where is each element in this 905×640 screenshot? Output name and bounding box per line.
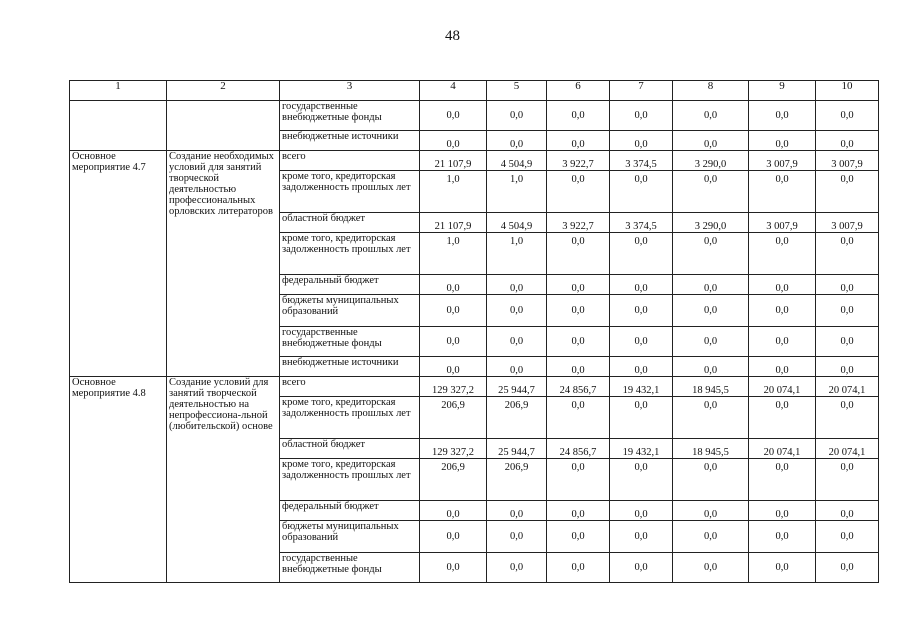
- funding-source-cell: всего: [280, 151, 420, 171]
- value-cell: 0,0: [749, 131, 816, 151]
- value-cell: 0,0: [673, 501, 749, 521]
- value-cell: 21 107,9: [420, 151, 487, 171]
- value-cell: 0,0: [547, 131, 610, 151]
- header-cell-6: 6: [547, 81, 610, 101]
- funding-source-cell: внебюджетные источники: [280, 357, 420, 377]
- value-cell: 0,0: [673, 275, 749, 295]
- funding-source-cell: федеральный бюджет: [280, 501, 420, 521]
- value-cell: 3 374,5: [610, 151, 673, 171]
- value-cell: 0,0: [487, 521, 547, 553]
- value-cell: 0,0: [749, 357, 816, 377]
- value-cell: 3 290,0: [673, 213, 749, 233]
- header-cell-3: 3: [280, 81, 420, 101]
- value-cell: 20 074,1: [816, 439, 879, 459]
- header-cell-7: 7: [610, 81, 673, 101]
- value-cell: 18 945,5: [673, 439, 749, 459]
- header-cell-4: 4: [420, 81, 487, 101]
- value-cell: 0,0: [749, 327, 816, 357]
- value-cell: 25 944,7: [487, 439, 547, 459]
- value-cell: 0,0: [547, 459, 610, 501]
- header-cell-8: 8: [673, 81, 749, 101]
- header-cell-1: 1: [70, 81, 167, 101]
- value-cell: 0,0: [610, 101, 673, 131]
- value-cell: 0,0: [673, 553, 749, 583]
- value-cell: 0,0: [673, 327, 749, 357]
- value-cell: 3 007,9: [816, 151, 879, 171]
- value-cell: 1,0: [420, 233, 487, 275]
- value-cell: 25 944,7: [487, 377, 547, 397]
- value-cell: 0,0: [487, 357, 547, 377]
- value-cell: 0,0: [673, 397, 749, 439]
- value-cell: 0,0: [673, 357, 749, 377]
- value-cell: 0,0: [749, 233, 816, 275]
- value-cell: 20 074,1: [816, 377, 879, 397]
- measure-description: Создание необходимых условий для занятий творческой деятельностью профессиональных орловских литераторов: [167, 151, 280, 377]
- value-cell: 0,0: [420, 275, 487, 295]
- value-cell: 0,0: [610, 233, 673, 275]
- value-cell: 0,0: [420, 501, 487, 521]
- value-cell: 3 922,7: [547, 213, 610, 233]
- value-cell: 0,0: [420, 101, 487, 131]
- value-cell: 21 107,9: [420, 213, 487, 233]
- value-cell: 0,0: [487, 553, 547, 583]
- value-cell: 0,0: [610, 553, 673, 583]
- value-cell: 0,0: [749, 397, 816, 439]
- value-cell: 3 290,0: [673, 151, 749, 171]
- value-cell: 19 432,1: [610, 439, 673, 459]
- value-cell: 0,0: [610, 295, 673, 327]
- value-cell: 0,0: [487, 101, 547, 131]
- value-cell: 0,0: [673, 521, 749, 553]
- value-cell: 0,0: [547, 357, 610, 377]
- value-cell: 0,0: [610, 501, 673, 521]
- value-cell: 0,0: [749, 275, 816, 295]
- funding-source-cell: государственные внебюджетные фонды: [280, 553, 420, 583]
- value-cell: 0,0: [547, 295, 610, 327]
- value-cell: 24 856,7: [547, 377, 610, 397]
- value-cell: 0,0: [610, 357, 673, 377]
- value-cell: 0,0: [547, 521, 610, 553]
- value-cell: 0,0: [487, 131, 547, 151]
- value-cell: 1,0: [487, 233, 547, 275]
- value-cell: 0,0: [420, 521, 487, 553]
- header-row: [70, 81, 879, 101]
- value-cell: 0,0: [816, 171, 879, 213]
- value-cell: 0,0: [420, 295, 487, 327]
- value-cell: 3 374,5: [610, 213, 673, 233]
- value-cell: 0,0: [610, 327, 673, 357]
- value-cell: 129 327,2: [420, 439, 487, 459]
- funding-source-cell: кроме того, кредиторская задолженность прошлых лет: [280, 171, 420, 213]
- value-cell: 0,0: [749, 295, 816, 327]
- value-cell: 0,0: [749, 521, 816, 553]
- measure-name: Основное мероприятие 4.7: [70, 151, 167, 377]
- value-cell: 0,0: [420, 131, 487, 151]
- value-cell: 0,0: [816, 459, 879, 501]
- page-number: 48: [445, 28, 460, 44]
- table-body: [70, 101, 879, 583]
- value-cell: 0,0: [749, 459, 816, 501]
- funding-source-cell: федеральный бюджет: [280, 275, 420, 295]
- value-cell: 0,0: [487, 501, 547, 521]
- value-cell: 3 007,9: [816, 213, 879, 233]
- value-cell: 0,0: [547, 501, 610, 521]
- value-cell: 0,0: [547, 553, 610, 583]
- value-cell: 0,0: [610, 171, 673, 213]
- value-cell: 20 074,1: [749, 439, 816, 459]
- header-cell-9: 9: [749, 81, 816, 101]
- funding-source-cell: кроме того, кредиторская задолженность прошлых лет: [280, 459, 420, 501]
- value-cell: 0,0: [420, 327, 487, 357]
- value-cell: 129 327,2: [420, 377, 487, 397]
- value-cell: 18 945,5: [673, 377, 749, 397]
- value-cell: 0,0: [816, 233, 879, 275]
- value-cell: 0,0: [816, 327, 879, 357]
- value-cell: 0,0: [673, 131, 749, 151]
- value-cell: 0,0: [610, 521, 673, 553]
- value-cell: 206,9: [487, 397, 547, 439]
- value-cell: 0,0: [610, 275, 673, 295]
- value-cell: 0,0: [816, 131, 879, 151]
- value-cell: 0,0: [816, 275, 879, 295]
- value-cell: 19 432,1: [610, 377, 673, 397]
- funding-source-cell: государственные внебюджетные фонды: [280, 101, 420, 131]
- value-cell: 0,0: [816, 553, 879, 583]
- measure-description: [167, 101, 280, 151]
- value-cell: 3 007,9: [749, 213, 816, 233]
- value-cell: 0,0: [816, 357, 879, 377]
- value-cell: 0,0: [673, 459, 749, 501]
- value-cell: 0,0: [673, 171, 749, 213]
- value-cell: 206,9: [420, 459, 487, 501]
- header-cell-2: 2: [167, 81, 280, 101]
- header-cell-5: 5: [487, 81, 547, 101]
- value-cell: 0,0: [420, 553, 487, 583]
- value-cell: 0,0: [816, 397, 879, 439]
- value-cell: 0,0: [487, 295, 547, 327]
- value-cell: 0,0: [816, 295, 879, 327]
- value-cell: 1,0: [487, 171, 547, 213]
- value-cell: 0,0: [547, 233, 610, 275]
- value-cell: 0,0: [487, 275, 547, 295]
- value-cell: 206,9: [420, 397, 487, 439]
- value-cell: 0,0: [749, 101, 816, 131]
- value-cell: 0,0: [749, 553, 816, 583]
- value-cell: 0,0: [547, 397, 610, 439]
- funding-source-cell: областной бюджет: [280, 439, 420, 459]
- measure-name: Основное мероприятие 4.8: [70, 377, 167, 583]
- value-cell: 0,0: [547, 327, 610, 357]
- funding-source-cell: всего: [280, 377, 420, 397]
- measure-description: Создание условий для занятий творческой деятельностью на непрофессиона-льной (любительской) основе: [167, 377, 280, 583]
- value-cell: 0,0: [673, 101, 749, 131]
- value-cell: 0,0: [816, 521, 879, 553]
- value-cell: 3 007,9: [749, 151, 816, 171]
- value-cell: 1,0: [420, 171, 487, 213]
- value-cell: 0,0: [673, 295, 749, 327]
- budget-table: [69, 80, 879, 583]
- value-cell: 4 504,9: [487, 151, 547, 171]
- funding-source-cell: областной бюджет: [280, 213, 420, 233]
- funding-source-cell: внебюджетные источники: [280, 131, 420, 151]
- value-cell: 24 856,7: [547, 439, 610, 459]
- value-cell: 0,0: [487, 327, 547, 357]
- table-row: [70, 377, 879, 397]
- value-cell: 0,0: [610, 459, 673, 501]
- value-cell: 0,0: [420, 357, 487, 377]
- funding-source-cell: кроме того, кредиторская задолженность прошлых лет: [280, 233, 420, 275]
- value-cell: 0,0: [547, 101, 610, 131]
- value-cell: 206,9: [487, 459, 547, 501]
- funding-source-cell: бюджеты муниципальных образований: [280, 295, 420, 327]
- funding-source-cell: кроме того, кредиторская задолженность прошлых лет: [280, 397, 420, 439]
- value-cell: 0,0: [816, 101, 879, 131]
- value-cell: 0,0: [673, 233, 749, 275]
- table-row: [70, 101, 879, 131]
- value-cell: 0,0: [816, 501, 879, 521]
- value-cell: 0,0: [547, 171, 610, 213]
- table-row: [70, 151, 879, 171]
- value-cell: 0,0: [749, 501, 816, 521]
- value-cell: 20 074,1: [749, 377, 816, 397]
- value-cell: 0,0: [547, 275, 610, 295]
- value-cell: 0,0: [749, 171, 816, 213]
- funding-source-cell: бюджеты муниципальных образований: [280, 521, 420, 553]
- value-cell: 0,0: [610, 397, 673, 439]
- funding-source-cell: государственные внебюджетные фонды: [280, 327, 420, 357]
- value-cell: 3 922,7: [547, 151, 610, 171]
- value-cell: 0,0: [610, 131, 673, 151]
- measure-name: [70, 101, 167, 151]
- value-cell: 4 504,9: [487, 213, 547, 233]
- header-cell-10: 10: [816, 81, 879, 101]
